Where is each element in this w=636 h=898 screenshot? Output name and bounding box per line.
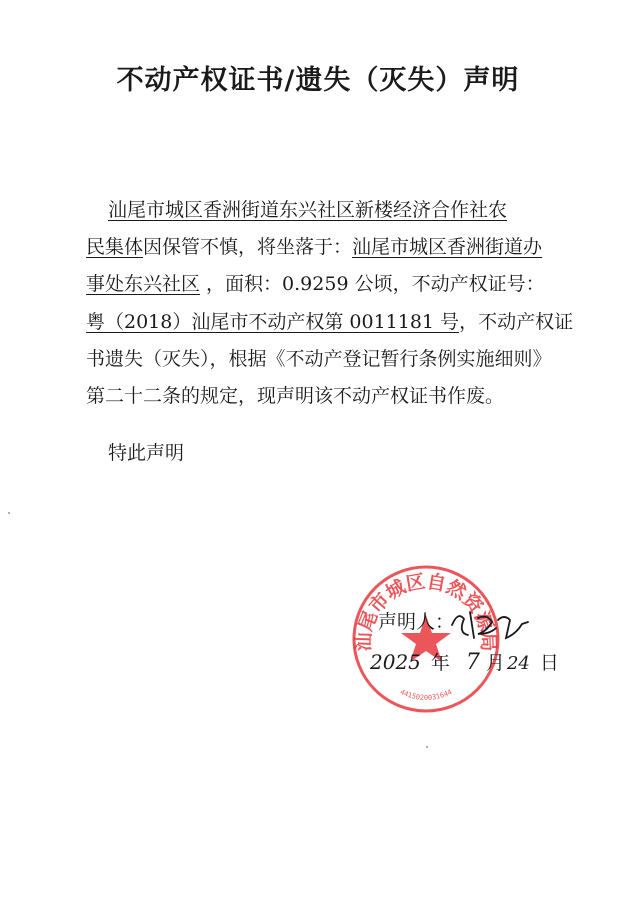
date-year-char: 年	[430, 652, 450, 674]
body-location-part1: 汕尾市城区香洲街道办	[352, 236, 543, 258]
scan-speck	[8, 512, 10, 514]
body-line-3	[86, 272, 545, 296]
body-text-2: 因保管不慎，将坐落于：	[143, 236, 353, 258]
official-seal-stamp	[350, 563, 502, 715]
body-line-6	[86, 384, 504, 408]
body-owner-part1: 汕尾市城区香洲街道东兴社区新楼经济合作社农	[108, 199, 508, 221]
seal-arc-text: 汕尾市城区自然资源局	[352, 570, 500, 652]
body-text-6: 第二十二条的规定，现声明该不动产权证书作废。	[86, 385, 505, 407]
body-owner-part2: 民集体	[86, 236, 144, 258]
date-month-handwritten: 7	[465, 650, 480, 675]
declaration-date	[370, 650, 559, 676]
body-line-4	[86, 310, 573, 334]
date-month-char: 月	[485, 652, 505, 674]
body-location-part2: 事处东兴社区	[86, 273, 201, 295]
declarant-label: 声明人：	[378, 611, 455, 633]
closing-statement	[108, 441, 184, 465]
date-day-char: 日	[539, 652, 559, 674]
document-title: 不动产权证书/遗失（灭失）声明	[116, 65, 520, 96]
body-text-3: ，面积：0.9259 公顷，不动产权证号：	[200, 273, 545, 295]
seal-code: 4415020031644	[398, 687, 454, 702]
date-year-handwritten: 2025	[370, 650, 421, 674]
scan-speck	[426, 746, 428, 748]
body-line-5	[86, 347, 552, 371]
closing-text: 特此声明	[108, 442, 185, 464]
body-text-4: ，不动产权证	[459, 311, 574, 333]
body-line-2	[86, 235, 542, 259]
body-line-1	[108, 198, 507, 222]
body-text-5: 书遗失（灭失），根据《不动产登记暂行条例实施细则》	[86, 348, 552, 370]
date-day-handwritten: 24	[506, 653, 530, 674]
body-certificate-number: 粤（2018）汕尾市不动产权第 0011181 号	[86, 311, 460, 333]
